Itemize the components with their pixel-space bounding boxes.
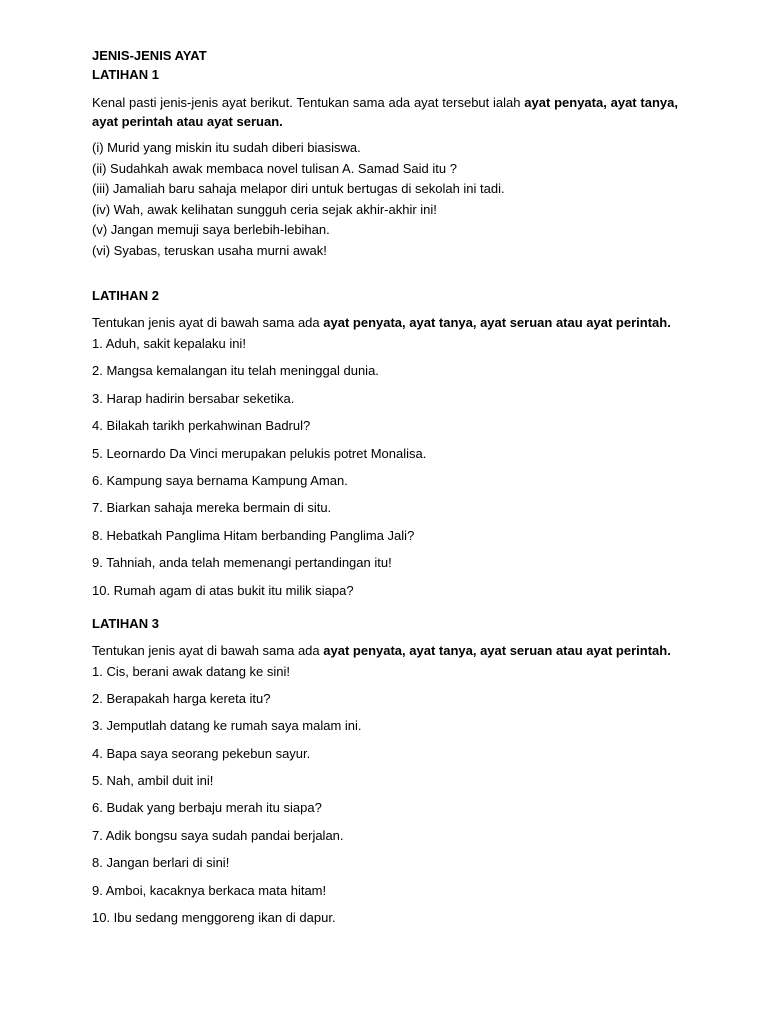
list-item: (vi) Syabas, teruskan usaha murni awak!: [92, 242, 327, 258]
section-instruction: [92, 641, 678, 660]
list-item: 1. Cis, berani awak datang ke sini!: [92, 663, 290, 679]
list-item: (iii) Jamaliah baru sahaja melapor diri untuk bertugas di sekolah ini tadi.: [92, 181, 505, 196]
section-heading: LATIHAN 1: [92, 67, 159, 82]
section-latihan-1: [92, 65, 678, 261]
list-item: 8. Hebatkah Panglima Hitam berbanding Panglima Jali?: [92, 527, 415, 543]
list-item: 6. Kampung saya bernama Kampung Aman.: [92, 472, 348, 488]
section-heading: LATIHAN 3: [92, 615, 159, 631]
section-heading: LATIHAN 2: [92, 288, 159, 303]
instruction-emphasis: ayat penyata, ayat tanya, ayat seruan atau ayat perintah.: [323, 315, 671, 330]
list-item: 5. Nah, ambil duit ini!: [92, 773, 214, 789]
exercise-list: [92, 662, 678, 928]
list-item: (iv) Wah, awak kelihatan sungguh ceria sejak akhir-akhir ini!: [92, 201, 437, 217]
section-latihan-3: [92, 614, 678, 928]
list-item: 4. Bilakah tarikh perkahwinan Badrul?: [92, 418, 311, 434]
list-item: 7. Biarkan sahaja mereka bermain di situ.: [92, 500, 332, 516]
exercise-list: [92, 138, 678, 261]
list-item: (v) Jangan memuji saya berlebih-lebihan.: [92, 222, 330, 237]
list-item: 1. Aduh, sakit kepalaku ini!: [92, 336, 246, 351]
instruction-emphasis: ayat penyata, ayat tanya, ayat seruan atau ayat perintah.: [323, 642, 671, 658]
list-item: 2. Mangsa kemalangan itu telah meninggal dunia.: [92, 363, 379, 379]
document-title: JENIS-JENIS AYAT: [92, 48, 207, 63]
list-item: (ii) Sudahkah awak membaca novel tulisan A. Samad Said itu ?: [92, 160, 457, 176]
list-item: 5. Leornardo Da Vinci merupakan pelukis potret Monalisa.: [92, 445, 427, 461]
list-item: 6. Budak yang berbaju merah itu siapa?: [92, 800, 322, 816]
document-page: [92, 46, 678, 927]
list-item: 10. Rumah agam di atas bukit itu milik siapa?: [92, 582, 354, 598]
section-latihan-2: [92, 286, 678, 600]
instruction-text: Kenal pasti jenis-jenis ayat berikut. Tentukan sama ada ayat tersebut ialah: [92, 95, 525, 110]
list-item: 3. Harap hadirin bersabar seketika.: [92, 390, 295, 406]
instruction-text: Tentukan jenis ayat di bawah sama ada: [92, 315, 324, 330]
instruction-emphasis: ayat penyata, ayat tanya, ayat perintah atau ayat seruan.: [92, 95, 678, 129]
list-item: 8. Jangan berlari di sini!: [92, 855, 230, 871]
list-item: 10. Ibu sedang menggoreng ikan di dapur.: [92, 910, 336, 926]
section-instruction: [92, 93, 678, 131]
list-item: 9. Tahniah, anda telah memenangi pertandingan itu!: [92, 555, 392, 571]
list-item: 4. Bapa saya seorang pekebun sayur.: [92, 745, 311, 761]
list-item: (i) Murid yang miskin itu sudah diberi biasiswa.: [92, 140, 361, 155]
list-item: 2. Berapakah harga kereta itu?: [92, 690, 271, 706]
list-item: 9. Amboi, kacaknya berkaca mata hitam!: [92, 882, 327, 898]
section-instruction: [92, 313, 678, 332]
instruction-text: Tentukan jenis ayat di bawah sama ada: [92, 642, 324, 658]
list-item: 7. Adik bongsu saya sudah pandai berjalan.: [92, 827, 344, 843]
list-item: 3. Jemputlah datang ke rumah saya malam ini.: [92, 718, 362, 734]
exercise-list: [92, 334, 678, 600]
